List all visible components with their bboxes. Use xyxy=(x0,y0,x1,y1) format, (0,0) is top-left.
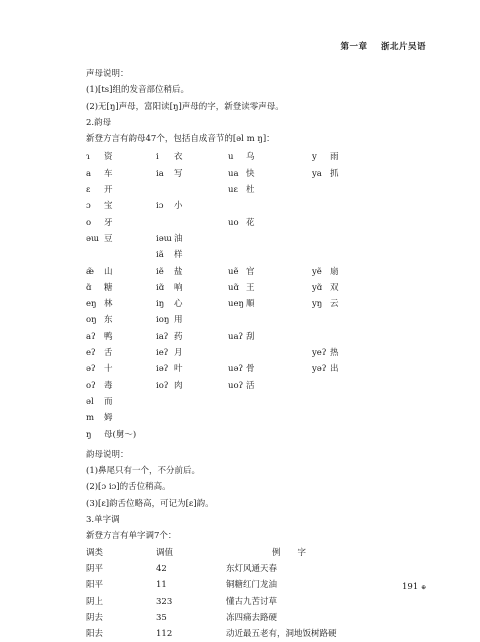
final-symbol: ɑ̃ xyxy=(86,282,92,293)
final-example: 车 xyxy=(104,168,113,179)
final-entry xyxy=(156,345,183,361)
final-example: 油 xyxy=(174,233,183,244)
finals-note-3: (3)[ɛ]韵舌位略高，可记为[ɛ]韵。 xyxy=(86,498,214,509)
final-entry xyxy=(156,149,183,165)
final-symbol: əʔ xyxy=(86,364,96,375)
final-entry xyxy=(86,427,136,443)
final-symbol: i xyxy=(156,152,159,163)
final-symbol: iã xyxy=(156,250,164,261)
final-symbol: əɯ xyxy=(86,233,100,244)
final-symbol: ua xyxy=(228,168,239,179)
final-example: 样 xyxy=(174,250,183,261)
final-symbol: ɛ xyxy=(86,185,91,196)
final-example: 母(舅～) xyxy=(104,429,137,440)
final-entry xyxy=(228,361,255,377)
final-symbol: uo xyxy=(228,217,239,228)
final-entry xyxy=(312,345,339,361)
table-row xyxy=(86,594,436,610)
tone-value: 35 xyxy=(156,612,167,623)
table-row xyxy=(86,312,436,328)
tone-value-header: 调值 xyxy=(156,547,174,558)
table-row xyxy=(86,166,436,182)
final-example: 抓 xyxy=(330,168,339,179)
final-example: 出 xyxy=(330,364,339,375)
page-mark-icon: ⊕ xyxy=(420,584,426,591)
table-row xyxy=(86,577,436,593)
final-entry xyxy=(86,410,113,426)
final-symbol: yŋ xyxy=(312,299,323,310)
final-entry xyxy=(312,296,339,312)
final-entry xyxy=(86,264,113,280)
final-example: 牙 xyxy=(104,217,113,228)
initials-notes-heading: 声母说明： xyxy=(86,69,129,79)
final-entry xyxy=(156,264,183,280)
final-entry xyxy=(228,182,255,198)
final-entry xyxy=(86,361,113,377)
final-example: 山 xyxy=(104,266,113,277)
final-entry xyxy=(86,215,113,231)
finals-intro: 新登方言有韵母47个，包括自成音节的[əl m ŋ]： xyxy=(86,134,275,145)
final-example: 双 xyxy=(330,282,339,293)
final-example: 用 xyxy=(174,315,183,326)
final-entry xyxy=(228,264,255,280)
final-symbol: iŋ xyxy=(156,299,165,310)
page-footer xyxy=(402,582,426,592)
final-entry xyxy=(312,361,339,377)
chapter-title: 浙北片吴语 xyxy=(380,42,426,52)
final-entry xyxy=(312,166,339,182)
final-symbol: ŋ xyxy=(86,429,92,440)
table-row xyxy=(86,296,436,312)
final-symbol: ɔ xyxy=(86,201,91,212)
final-entry xyxy=(312,264,339,280)
tone-category-header: 调类 xyxy=(86,547,104,558)
section-finals-heading: 2.韵母 xyxy=(86,117,112,128)
tone-examples: 懂古九苦讨草 xyxy=(226,596,278,607)
final-entry xyxy=(156,231,183,247)
tone-category: 阳平 xyxy=(86,580,104,591)
final-entry xyxy=(228,149,255,165)
final-example: 心 xyxy=(174,299,183,310)
final-example: 乌 xyxy=(246,152,255,163)
final-entry xyxy=(228,378,255,394)
final-entry xyxy=(156,247,183,263)
final-symbol: y xyxy=(312,152,317,163)
final-entry xyxy=(86,296,113,312)
final-symbol: uəʔ xyxy=(228,364,244,375)
final-symbol: ioʔ xyxy=(156,380,169,391)
final-example: 官 xyxy=(246,266,255,277)
final-symbol: a xyxy=(86,168,92,179)
final-symbol: ɿ xyxy=(86,152,90,163)
final-example: 衣 xyxy=(174,152,183,163)
table-row xyxy=(86,215,436,231)
final-example: 扇 xyxy=(330,266,339,277)
initials-note-1: (1)[ts]组的发音部位稍后。 xyxy=(86,85,189,96)
tones-table xyxy=(86,545,436,642)
final-symbol: æ̃ xyxy=(86,266,94,277)
initials-note-2: (2)无[ŋ]声母，富阳读[ŋ]声母的字，新登读零声母。 xyxy=(86,101,284,112)
final-symbol: eŋ xyxy=(86,299,97,310)
final-example: 快 xyxy=(246,168,255,179)
final-symbol: m xyxy=(86,413,95,424)
table-row xyxy=(86,561,436,577)
final-example: 叶 xyxy=(174,364,183,375)
tone-category: 阴上 xyxy=(86,596,104,607)
final-example: 资 xyxy=(104,152,113,163)
final-example: 鸭 xyxy=(104,331,113,342)
final-entry xyxy=(86,198,113,214)
running-header xyxy=(341,40,427,52)
final-entry xyxy=(86,166,113,182)
final-example: 东 xyxy=(104,315,113,326)
tone-examples: 冻四痛去路硬 xyxy=(226,612,278,623)
final-symbol: ia xyxy=(156,168,164,179)
final-symbol: uaʔ xyxy=(228,331,244,342)
final-example: 云 xyxy=(330,299,339,310)
final-example: 小 xyxy=(174,201,183,212)
final-entry xyxy=(86,394,113,410)
final-symbol: iẽ xyxy=(156,266,164,277)
final-example: 順 xyxy=(246,299,255,310)
final-example: 骨 xyxy=(246,364,255,375)
table-row xyxy=(86,345,436,361)
final-example: 宝 xyxy=(104,201,113,212)
final-symbol: ueŋ xyxy=(228,299,244,310)
final-example: 肉 xyxy=(174,380,183,391)
final-symbol: ioŋ xyxy=(156,315,170,326)
final-entry xyxy=(86,231,113,247)
final-symbol: iəɯ xyxy=(156,233,172,244)
final-entry xyxy=(86,378,113,394)
section-tones-heading: 3.单字调 xyxy=(86,515,120,526)
final-symbol: yeʔ xyxy=(312,348,327,359)
final-example: 毒 xyxy=(104,380,113,391)
final-example: 刮 xyxy=(246,331,255,342)
table-row xyxy=(86,626,436,642)
table-row xyxy=(86,610,436,626)
final-entry xyxy=(312,149,339,165)
final-symbol: ieʔ xyxy=(156,348,169,359)
final-example: 开 xyxy=(104,185,113,196)
final-entry xyxy=(312,280,339,296)
final-symbol: oŋ xyxy=(86,315,97,326)
page-body xyxy=(86,66,436,642)
final-example: 雨 xyxy=(330,152,339,163)
final-example: 响 xyxy=(174,282,183,293)
final-symbol: yɑ̃ xyxy=(312,282,323,293)
final-example: 药 xyxy=(174,331,183,342)
final-entry xyxy=(156,296,183,312)
final-symbol: aʔ xyxy=(86,331,96,342)
final-example: 盐 xyxy=(174,266,183,277)
final-entry xyxy=(156,378,183,394)
final-symbol: eʔ xyxy=(86,348,96,359)
final-example: 王 xyxy=(246,282,255,293)
final-entry xyxy=(156,312,183,328)
final-symbol: iɑ̃ xyxy=(156,282,165,293)
final-entry xyxy=(156,329,183,345)
tone-examples: 铜糖红门龙油 xyxy=(226,580,278,591)
final-entry xyxy=(156,361,183,377)
final-symbol: u xyxy=(228,152,234,163)
final-entry xyxy=(228,329,255,345)
final-example: 花 xyxy=(246,217,255,228)
final-entry xyxy=(228,280,255,296)
table-row xyxy=(86,427,436,443)
final-entry xyxy=(86,182,113,198)
final-symbol: uẽ xyxy=(228,266,239,277)
table-row xyxy=(86,329,436,345)
final-symbol: əl xyxy=(86,396,94,407)
final-entry xyxy=(156,166,183,182)
tones-intro: 新登方言有单字调7个： xyxy=(86,531,177,542)
final-symbol: oʔ xyxy=(86,380,96,391)
final-example: 而 xyxy=(104,396,113,407)
tones-table-header xyxy=(86,545,436,561)
tone-value: 42 xyxy=(156,563,167,574)
final-example: 月 xyxy=(174,348,183,359)
tone-category: 阴平 xyxy=(86,563,104,574)
final-entry xyxy=(156,280,183,296)
tone-category: 阳去 xyxy=(86,629,104,640)
final-entry xyxy=(86,280,113,296)
final-example: 写 xyxy=(174,168,183,179)
tone-value: 11 xyxy=(156,580,167,591)
table-row xyxy=(86,280,436,296)
finals-notes-heading: 韵母说明： xyxy=(86,449,129,460)
tone-value: 323 xyxy=(156,596,173,607)
final-entry xyxy=(228,296,255,312)
final-symbol: uɑ̃ xyxy=(228,282,239,293)
final-example: 舌 xyxy=(104,348,113,359)
final-entry xyxy=(86,329,113,345)
final-entry xyxy=(86,149,113,165)
final-symbol: yẽ xyxy=(312,266,322,277)
tone-category: 阴去 xyxy=(86,612,104,623)
tone-examples: 动近最五老有，洞地饭树路硬 xyxy=(226,629,337,640)
final-symbol: o xyxy=(86,217,92,228)
final-symbol: yəʔ xyxy=(312,364,327,375)
tone-examples: 东灯风通天春 xyxy=(226,563,278,574)
table-row xyxy=(86,264,436,280)
table-row xyxy=(86,198,436,214)
final-symbol: uɛ xyxy=(228,185,238,196)
table-row xyxy=(86,247,436,263)
final-entry xyxy=(228,166,255,182)
final-symbol: iɔ xyxy=(156,201,164,212)
table-row xyxy=(86,361,436,377)
final-example: 糖 xyxy=(104,282,113,293)
final-example: 杜 xyxy=(246,185,255,196)
tone-value: 112 xyxy=(156,629,173,640)
final-entry xyxy=(86,345,113,361)
final-example: 姆 xyxy=(104,413,113,424)
final-example: 豆 xyxy=(104,233,113,244)
final-example: 活 xyxy=(246,380,255,391)
final-example: 林 xyxy=(104,299,113,310)
final-symbol: uoʔ xyxy=(228,380,244,391)
final-symbol: iaʔ xyxy=(156,331,169,342)
final-entry xyxy=(156,198,183,214)
table-row xyxy=(86,410,436,426)
tone-examples-header: 例 字 xyxy=(272,547,307,558)
final-symbol: iəʔ xyxy=(156,364,169,375)
finals-note-1: (1)鼻尾只有一个，不分前后。 xyxy=(86,466,201,477)
final-entry xyxy=(86,312,113,328)
table-row xyxy=(86,378,436,394)
final-entry xyxy=(228,215,255,231)
page-number: 191 xyxy=(402,582,419,592)
final-symbol: ya xyxy=(312,168,322,179)
table-row xyxy=(86,149,436,165)
table-row xyxy=(86,231,436,247)
finals-note-2: (2)[ɔ iɔ]的舌位稍高。 xyxy=(86,482,171,493)
finals-table xyxy=(86,149,436,442)
table-row xyxy=(86,394,436,410)
final-example: 热 xyxy=(330,348,339,359)
chapter-number: 第一章 xyxy=(340,42,368,52)
table-row xyxy=(86,182,436,198)
final-example: 十 xyxy=(104,364,113,375)
